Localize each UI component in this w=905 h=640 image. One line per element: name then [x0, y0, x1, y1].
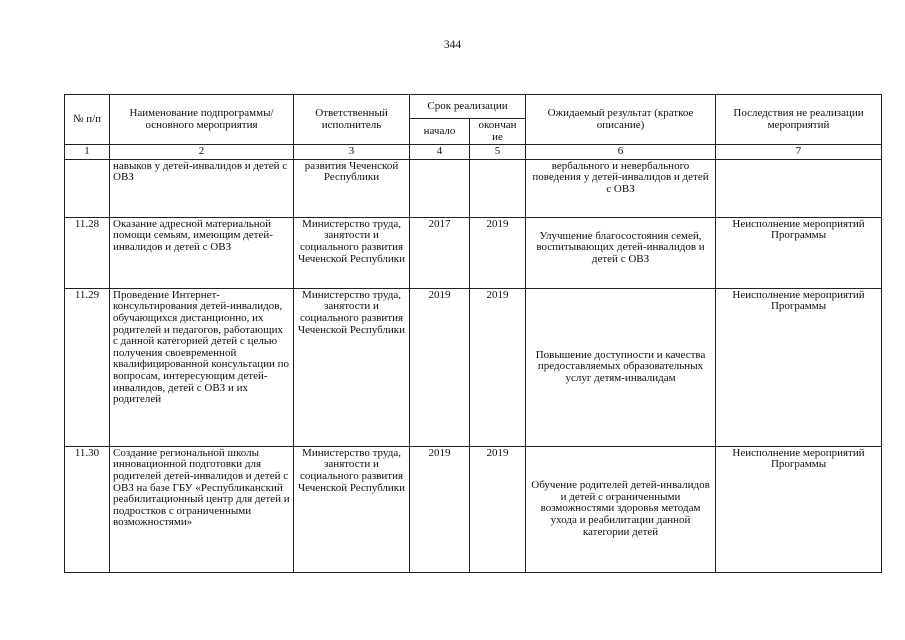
col-number: 7 — [716, 145, 882, 160]
row-num: 11.30 — [65, 446, 110, 572]
table-row — [65, 446, 882, 572]
header-num: № п/п — [65, 95, 110, 145]
row-consequences: Неисполнение мероприятий Программы — [716, 446, 882, 572]
row-end — [470, 159, 526, 217]
row-start — [410, 159, 470, 217]
row-name: Создание региональной школы инновационной подготовки для родителей детей-инвалидов и детей с ОВЗ на базе ГБУ «Республиканский реабилитационный центр для детей и подростков с ограниченными возможностями» — [110, 446, 294, 572]
table-row — [65, 159, 882, 217]
header-name: Наименование подпрограммы/ основного мероприятия — [110, 95, 294, 145]
row-result: вербального и невербального поведения у детей-инвалидов и детей с ОВЗ — [526, 159, 716, 217]
row-result: Обучение родителей детей-инвалидов и детей с ограниченными возможностями здоровья методам ухода и реабилитации данной категории детей — [526, 446, 716, 572]
row-result: Повышение доступности и качества предоставляемых образовательных услуг детям-инвалидам — [526, 288, 716, 446]
row-name: Проведение Интернет-консультирования детей-инвалидов, обучающихся дистанционно, их родителей и педагогов, работающих с данной категорией детей с целью получения своевременной квалифицированной консультации по вопросам, интересующим детей-инвалидов, детей с ОВЗ и их родителей — [110, 288, 294, 446]
program-table — [64, 94, 882, 573]
page-number: 344 — [443, 39, 462, 51]
header-row — [65, 95, 882, 119]
row-start: 2019 — [410, 446, 470, 572]
row-responsible: развития Чеченской Республики — [294, 159, 410, 217]
row-name: навыков у детей-инвалидов и детей с ОВЗ — [110, 159, 294, 217]
row-responsible: Министерство труда, занятости и социального развития Чеченской Республики — [294, 217, 410, 288]
table-row — [65, 217, 882, 288]
row-end: 2019 — [470, 446, 526, 572]
col-number: 3 — [294, 145, 410, 160]
header-end: окончан ие — [470, 119, 526, 145]
row-num: 11.28 — [65, 217, 110, 288]
row-num: 11.29 — [65, 288, 110, 446]
row-start: 2019 — [410, 288, 470, 446]
row-name: Оказание адресной материальной помощи семьям, имеющим детей-инвалидов и детей с ОВЗ — [110, 217, 294, 288]
row-consequences: Неисполнение мероприятий Программы — [716, 217, 882, 288]
row-end: 2019 — [470, 217, 526, 288]
col-number: 1 — [65, 145, 110, 160]
header-start: начало — [410, 119, 470, 145]
col-number: 2 — [110, 145, 294, 160]
table-row — [65, 288, 882, 446]
row-consequences — [716, 159, 882, 217]
row-num — [65, 159, 110, 217]
header-responsible: Ответственный исполнитель — [294, 95, 410, 145]
header-result: Ожидаемый результат (краткое описание) — [526, 95, 716, 145]
row-responsible: Министерство труда, занятости и социального развития Чеченской Республики — [294, 288, 410, 446]
row-start: 2017 — [410, 217, 470, 288]
column-number-row — [65, 145, 882, 160]
row-consequences: Неисполнение мероприятий Программы — [716, 288, 882, 446]
row-end: 2019 — [470, 288, 526, 446]
header-consequences: Последствия не реализации мероприятий — [716, 95, 882, 145]
col-number: 4 — [410, 145, 470, 160]
header-period: Срок реализации — [410, 95, 526, 119]
col-number: 6 — [526, 145, 716, 160]
row-responsible: Министерство труда, занятости и социального развития Чеченской Республики — [294, 446, 410, 572]
row-result: Улучшение благосостояния семей, воспитывающих детей-инвалидов и детей с ОВЗ — [526, 217, 716, 288]
col-number: 5 — [470, 145, 526, 160]
